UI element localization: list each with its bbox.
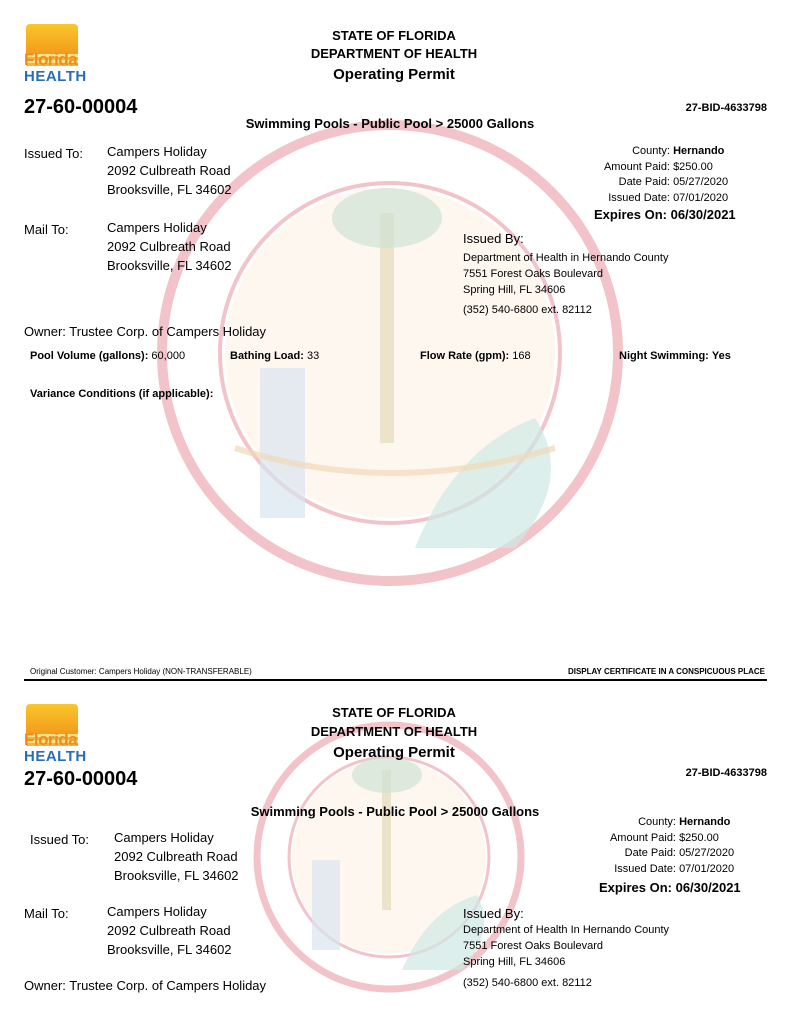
header-department: DEPARTMENT OF HEALTH xyxy=(310,46,478,61)
permit-category: Swimming Pools - Public Pool > 25000 Gallons xyxy=(245,116,535,131)
expires-on: Expires On: 06/30/2021 xyxy=(599,880,741,895)
owner: Owner: Trustee Corp. of Campers Holiday xyxy=(24,324,267,339)
permit-category: Swimming Pools - Public Pool > 25000 Gallons xyxy=(250,804,540,819)
display-notice: DISPLAY CERTIFICATE IN A CONSPICUOUS PLACE xyxy=(567,667,765,676)
issued-by-address: Department of Health In Hernando County 7551 Forest Oaks Boulevard Spring Hill, FL 34606 xyxy=(463,924,670,968)
permit-title: Operating Permit xyxy=(333,744,455,761)
bathing-load: Bathing Load: 33 xyxy=(230,350,320,362)
issued-to-label: Issued To: xyxy=(24,146,84,161)
flow-rate: Flow Rate (gpm): 168 xyxy=(420,350,531,362)
header-state: STATE OF FLORIDA xyxy=(332,28,456,43)
permit-number: 27-60-00004 xyxy=(24,768,138,790)
issued-by-label: Issued By: xyxy=(463,906,524,921)
divider-rule xyxy=(24,679,767,681)
issued-by-phone: (352) 540-6800 ext. 82112 xyxy=(463,304,592,316)
mail-to-label: Mail To: xyxy=(24,222,69,237)
variance-conditions: Variance Conditions (if applicable): xyxy=(30,388,214,400)
issued-by-phone: (352) 540-6800 ext. 82112 xyxy=(463,977,592,989)
mail-to-address: Campers Holiday 2092 Culbreath Road Brooksville, FL 34602 xyxy=(107,220,232,273)
owner: Owner: Trustee Corp. of Campers Holiday xyxy=(24,978,267,993)
issued-to-address: Campers Holiday 2092 Culbreath Road Brooksville, FL 34602 xyxy=(114,830,239,883)
bid-number: 27-BID-4633798 xyxy=(685,102,767,114)
issued-to-address: Campers Holiday 2092 Culbreath Road Brooksville, FL 34602 xyxy=(107,144,232,197)
florida-health-logo-lower: Florida HEALTH xyxy=(24,704,80,766)
payment-info: County: Hernando Amount Paid: $250.00 Date Paid: 05/27/2020 Issued Date: 07/01/2020 xyxy=(603,145,729,204)
night-swimming: Night Swimming: Yes xyxy=(619,350,731,362)
florida-health-logo: Florida HEALTH xyxy=(24,24,80,86)
payment-info: County: Hernando Amount Paid: $250.00 Date Paid: 05/27/2020 Issued Date: 07/01/2020 xyxy=(609,816,735,875)
header-state: STATE OF FLORIDA xyxy=(332,705,456,720)
bid-number: 27-BID-4633798 xyxy=(685,767,767,779)
expires-on: Expires On: 06/30/2021 xyxy=(594,207,736,222)
original-customer: Original Customer: Campers Holiday (NON-TRANSFERABLE) xyxy=(30,667,252,676)
mail-to-label: Mail To: xyxy=(24,906,69,921)
permit-number: 27-60-00004 xyxy=(24,96,138,118)
issued-to-label: Issued To: xyxy=(30,832,90,847)
issued-by-address: Department of Health in Hernando County 7551 Forest Oaks Boulevard Spring Hill, FL 34606 xyxy=(463,252,669,296)
issued-by-label: Issued By: xyxy=(463,231,524,246)
mail-to-address: Campers Holiday 2092 Culbreath Road Brooksville, FL 34602 xyxy=(107,904,232,957)
header-department: DEPARTMENT OF HEALTH xyxy=(310,724,478,739)
pool-volume: Pool Volume (gallons): 60,000 xyxy=(30,350,186,362)
permit-title: Operating Permit xyxy=(333,66,455,83)
